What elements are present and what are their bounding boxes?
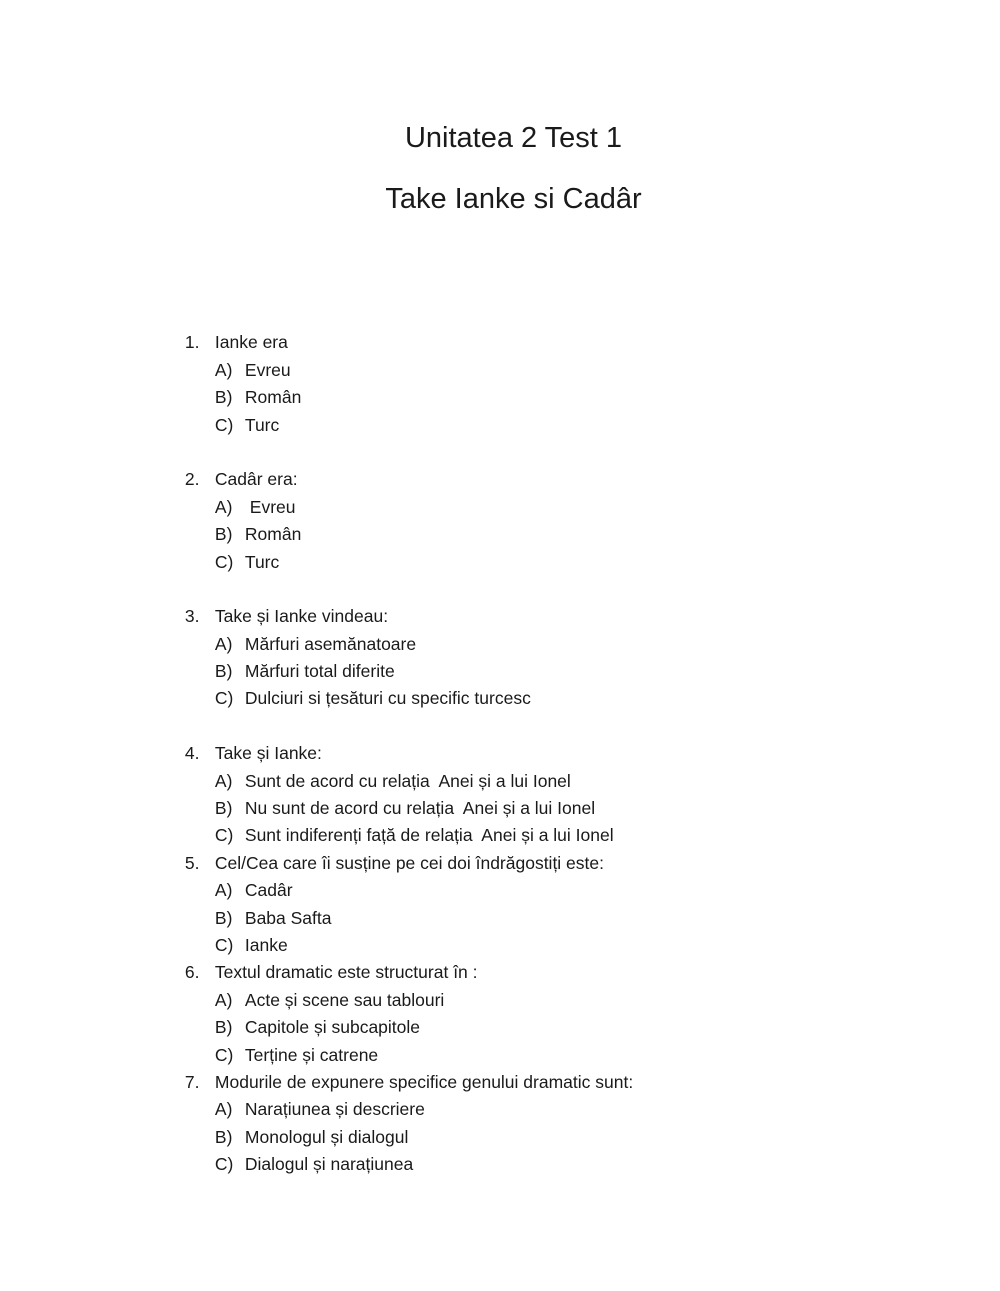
option-letter: A) bbox=[214, 359, 233, 380]
question-text: Cadâr era: bbox=[214, 469, 298, 490]
option-text: Capitole și subcapitole bbox=[244, 1017, 421, 1038]
question-number: 2. bbox=[184, 469, 200, 490]
question-line bbox=[146, 932, 946, 983]
option-letter: B) bbox=[214, 907, 233, 928]
option-text: Sunt de acord cu relația Anei și a lui Ionel bbox=[244, 770, 571, 791]
option-letter: C) bbox=[214, 551, 234, 572]
question-number: 5. bbox=[184, 852, 200, 873]
question-line bbox=[146, 1042, 946, 1092]
option-letter: B) bbox=[214, 798, 233, 819]
page-title: Unitatea 2 Test 1 bbox=[404, 122, 623, 154]
question-text: Ianke era bbox=[214, 332, 288, 353]
option-text: Narațiunea și descriere bbox=[244, 1099, 425, 1120]
question-line bbox=[146, 302, 946, 353]
question-text: Modurile de expunere specifice genului dramatic sunt: bbox=[214, 1071, 634, 1092]
option-letter: B) bbox=[214, 1126, 233, 1147]
question-2 bbox=[146, 439, 946, 572]
option-text: Român bbox=[244, 524, 302, 545]
question-number: 1. bbox=[184, 332, 200, 353]
question-number: 4. bbox=[184, 743, 200, 764]
option-text: Monologul și dialogul bbox=[244, 1126, 409, 1147]
option-text: Mărfuri asemănatoare bbox=[244, 633, 417, 654]
option-text: Ianke bbox=[244, 935, 288, 955]
option-text: Mărfuri total diferite bbox=[244, 661, 395, 682]
option-letter: A) bbox=[214, 496, 233, 517]
option-letter: C) bbox=[214, 1154, 234, 1175]
question-line bbox=[146, 822, 946, 873]
option-text: Nu sunt de acord cu relația Anei și a lui Ionel bbox=[244, 798, 596, 819]
question-number: 3. bbox=[184, 606, 200, 627]
option-letter: C) bbox=[214, 1044, 234, 1065]
option-text: Terține și catrene bbox=[244, 1044, 379, 1065]
question-text: Take și Ianke vindeau: bbox=[214, 606, 389, 627]
option-letter: C) bbox=[214, 825, 234, 846]
question-4 bbox=[146, 713, 946, 846]
question-1 bbox=[146, 302, 946, 435]
page-subtitle: Take Ianke si Cadâr bbox=[385, 183, 642, 215]
question-text: Cel/Cea care îi susține pe cei doi îndrăgostiți este: bbox=[214, 852, 604, 873]
option-text: Cadâr bbox=[244, 880, 293, 901]
question-5 bbox=[146, 822, 946, 955]
question-line bbox=[146, 439, 946, 490]
question-line bbox=[146, 713, 946, 764]
option-text: Evreu bbox=[244, 359, 291, 380]
option-letter: C) bbox=[214, 414, 234, 435]
question-3 bbox=[146, 576, 946, 709]
question-number: 7. bbox=[184, 1071, 200, 1092]
option-letter: A) bbox=[214, 880, 233, 901]
option-text: Acte și scene sau tablouri bbox=[244, 989, 445, 1010]
question-number: 6. bbox=[184, 962, 200, 983]
option-text: Român bbox=[244, 387, 302, 408]
question-list bbox=[146, 302, 946, 1175]
option-letter: A) bbox=[214, 989, 233, 1010]
question-text: Take și Ianke: bbox=[214, 743, 322, 764]
option-letter: B) bbox=[214, 661, 233, 682]
option-text: Dialogul și narațiunea bbox=[244, 1154, 414, 1175]
option-letter: C) bbox=[214, 935, 234, 955]
option-text: Turc bbox=[244, 414, 280, 435]
option-letter: B) bbox=[214, 387, 233, 408]
option-text: Dulciuri si țesături cu specific turcesc bbox=[244, 688, 531, 709]
question-6 bbox=[146, 932, 946, 1065]
question-7 bbox=[146, 1042, 946, 1175]
option-letter: B) bbox=[214, 524, 233, 545]
question-text: Textul dramatic este structurat în : bbox=[214, 962, 478, 983]
option-text: Baba Safta bbox=[244, 907, 332, 928]
option-letter: C) bbox=[214, 688, 234, 709]
option-text: Sunt indiferenți față de relația Anei și a lui Ionel bbox=[244, 825, 614, 846]
option-letter: A) bbox=[214, 633, 233, 654]
option-letter: B) bbox=[214, 1017, 233, 1038]
option-letter: A) bbox=[214, 770, 233, 791]
question-line bbox=[146, 576, 946, 627]
option-text: Turc bbox=[244, 551, 280, 572]
option-letter: A) bbox=[214, 1099, 233, 1120]
option-text: Evreu bbox=[244, 496, 296, 517]
